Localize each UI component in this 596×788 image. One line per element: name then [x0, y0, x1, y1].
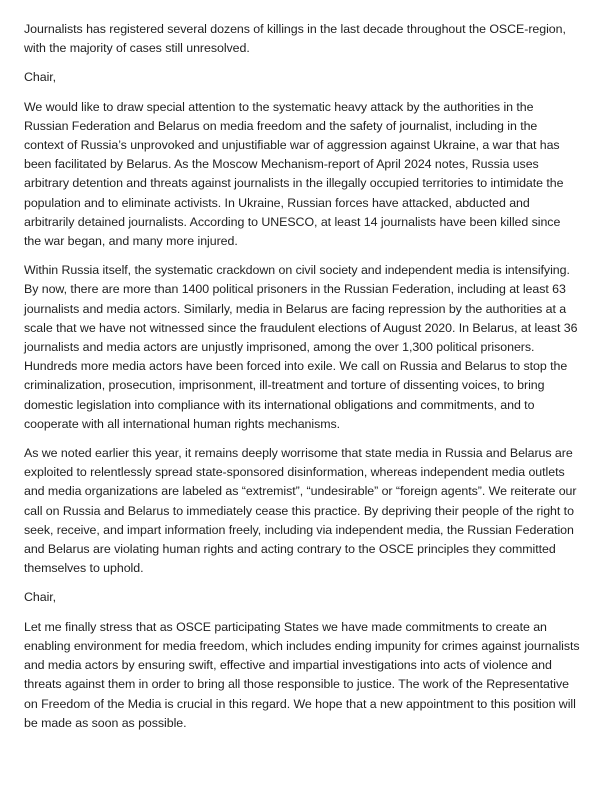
paragraph-systematic-attack: We would like to draw special attention to the systematic heavy attack by the authorities in the Russian Federation and Belarus on media freedom and the safety of journalist, including in the context of Russia’s unprovoked and unjustifiable war of aggression against Ukraine, a war that has been facilitated by Belarus. As the Moscow Mechanism-report of April 2024 notes, Russia uses arbitrary detention and threats against journalists in the illegally occupied territories to intimidate the population and to eliminate activists. In Ukraine, Russian forces have attacked, abducted and arbitrarily detained journalists. According to UNESCO, at least 14 journalists have been killed since the war began, and many more injured.	[24, 99, 564, 249]
paragraph-state-media: As we noted earlier this year, it remains deeply worrisome that state media in Russia and Belarus are exploited to relentlessly spread state-sponsored disinformation, whereas independent media outlets and media organizations are labeled as “extremist”, “undesirable” or “foreign agents”. We reiterate our call on Russia and Belarus to immediately cease this practice. By depriving their people of the right to seek, receive, and impart information freely, including via independent media, the Russian Federation and Belarus are violating human rights and acting contrary to the OSCE principles they committed themselves to uphold.	[24, 446, 577, 576]
salutation-chair: Chair,	[24, 70, 57, 85]
paragraph-crackdown: Within Russia itself, the systematic crackdown on civil society and independent media is intensifying. By now, there are more than 1400 political prisoners in the Russian Federation, including at least 63 journalists and media actors. Similarly, media in Belarus are facing repression by the authorities at a scale that we have not witnessed since the fraudulent elections of August 2020. In Belarus, at least 36 journalists and media actors are unjustly imprisoned, among the over 1,300 political prisoners. Hundreds more media actors have been forced into exile. We call on Russia and Belarus to stop the criminalization, prosecution, imprisonment, ill-treatment and torture of dissenting voices, to bring domestic legislation into compliance with its international obligations and commitments, and to cooperate with all international human rights mechanisms.	[24, 263, 578, 431]
document-body	[24, 20, 580, 743]
salutation-chair-second: Chair,	[24, 590, 57, 605]
paragraph-killings: Journalists has registered several dozens of killings in the last decade throughout the OSCE-region, with the majority of cases still unresolved.	[24, 22, 566, 56]
paragraph-commitments: Let me finally stress that as OSCE participating States we have made commitments to create an enabling environment for media freedom, which includes ending impunity for crimes against journalists and media actors by ensuring swift, effective and impartial investigations into acts of violence and threats against them in order to bring all those responsible to justice. The work of the Representative on Freedom of the Media is crucial in this regard. We hope that a new appointment to this position will be made as soon as possible.	[24, 619, 580, 730]
